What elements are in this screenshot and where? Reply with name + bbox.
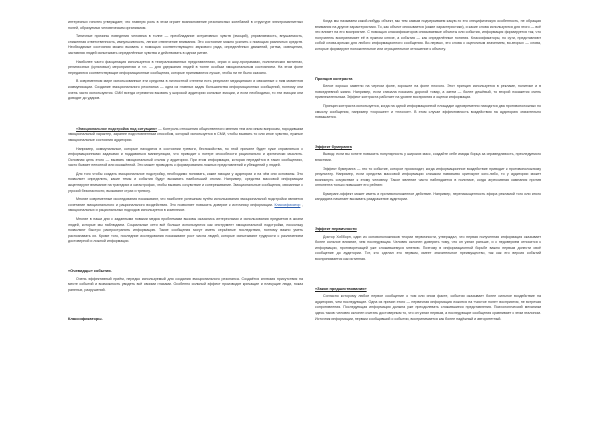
paragraph: Когда мы называем какой-нибудь объект, мы тем самым подчеркиваем какую-то его специфическую особенность, не обращая внимания на другие характеристики. То, как объект описывается (какие характеристики), и какие слова используются для этого — всё это влияет на его восприятие. С помощью классификаторов описываемые объекты или события, информация формируется так, что получатель воспринимает её в нужном ключе, а события — как определённые понятия. Классификаторы, по сути, представляют собой слова-ярлыки для любого информационного сообщения. Во-первых, это слова с оценочным значением, во-вторых — слова, которые формируют положительное или отрицательное отношение к объекту. — [315, 19, 541, 51]
paragraph — [68, 197, 303, 214]
paragraph: интересных гипотез утверждает, что главную роль в этом играет возникновение резонансных колебаний в структуре электромагнитных полей, образуемых человеческим организмом. — [68, 20, 303, 30]
spacer — [315, 124, 541, 138]
section-heading: «Эмоциональное подстройка под ситуацию» — [76, 126, 158, 131]
section-heading: «Очевидцы» события. — [68, 268, 112, 273]
section-intro-text: — Контроль отношения общественного мнения тем или иным вопросам, породившим эмоциональный характер, заранее подготовленным способом, который используется в СМИ, чтобы вызвать то или иное чувство, нужные эмоциональные состояния аудитории. — [68, 126, 303, 142]
paragraph-text: Многие современные исследования показывают, что наиболее успешным путём использования эмоциональной подстройки является сочетание эмоционального и рационального воздействия. Это позволяет повысить доверие к источнику информации. — [68, 197, 303, 207]
section-heading: Эффект бумеранга — [315, 143, 352, 149]
left-column — [68, 20, 303, 325]
section-heading: «Закон предшествования» — [315, 285, 367, 291]
section-heading: Эффект первичности — [315, 226, 357, 232]
paragraph: Белое хорошо заметно на черном фоне, хорошее на фоне плохого. Этот принцип используется в рекламе, политике и в повседневной жизни. Например, если сначала показать дорогой товар, а затем — более дешёвый, то второй покажется очень привлекательным. Эффект контраста работает на уровне восприятия и оценки информации. — [315, 84, 541, 100]
paragraph: Типичные причины поведения человека в толпе — преобладание ситуативных чувств (эмоций), управляемость, внушаемость, сниженная ответственность, импульсивность, легкое отвлечение внимания. Это состояние можно усилить с помощью различных средств. Необходимые состояния можно вызвать с помощью соответствующего звукового ряда, определённых движений, ритма, освещения, заставляя людей испытывать определённые чувства и действовать в одном ритме. — [68, 34, 303, 55]
paragraph: Бумеранг-эффект может иметь и противоположенное действие. Например, перенасыщенность эфира рекламой того или иного кандидата начинает вызывать раздражение аудитории. — [315, 191, 541, 202]
spacer — [315, 206, 541, 220]
paragraph: В современном мире использованные эти средства в личностной степени есть результат медицинских и связанные с ним моментов коммуникации. Создание эмоционального резонанса — одна из главных задач большинства информационных сообщений, поэтому они очень часто используются. СМИ всегда стремятся вызвать у широкой аудитории сильные эмоции, и если необходимо, то эти эмоции они доводят до ударов. — [68, 79, 303, 101]
spacer — [315, 266, 541, 280]
paragraph: Принцип контраста используется, когда на одной информационной площадке одновременно находятся два противоположных по смыслу сообщения, например «хорошее» и «плохое». В этом случае эффективность воздействия на аудиторию значительно повышается. — [315, 103, 541, 120]
spacer — [68, 296, 303, 310]
paragraph: Очень эффективный приём, нередко используемый для создания эмоционального резонанса. Создаётся иллюзия присутствия на месте событий и возможность увидеть всё своими глазами. Особенно сильный эффект производят кричащие и плачущие люди, показ раненых, разрушений. — [68, 276, 303, 292]
section-heading: Принцип контраста — [315, 75, 353, 81]
spacer — [315, 56, 541, 70]
spacer — [68, 105, 303, 127]
right-column — [315, 19, 541, 325]
paragraph: Вывод: если вы хотите повысить популярность у широких масс, создайте себе имидж борца за справедливость, преследуемого властями. — [315, 152, 541, 162]
section-heading: Классификаторы. — [68, 316, 103, 322]
paragraph: Доктор Хобборн, один из основоположников теории первичности, утверждал, что первая полученная информация оказывает более сильное влияние, чем последующая. Человек склонен доверять тому, что он узнал раньше, и с недоверием относится к информации, противоречащей уже сложившемуся мнению. Поэтому в информационной борьбе важно первым донести своё сообщение до аудитории. Тот, кто сделал это первым, имеет значительное преимущество, так как его версия событий воспринимается как истинная. — [315, 234, 541, 262]
paragraph: Эффект бумеранга — это то событие, которое происходит, когда информационное воздействие приводит к противоположному результату. Например, если средства массовой информации слишком навязчиво критикуют кого-либо, то у аудитории может возникнуть сочувствие к этому человеку. Такое явление часто наблюдается в политике, когда агрессивная кампания против оппонента только повышает его рейтинг. — [315, 166, 541, 188]
paragraph: Например, коммунальные, которые находятся в состоянии тревоги, беспокойства, по этой причине будет хуже справляться с информационными задачами и поддаваться манипуляции, что приводит к потере способности рационально и критически мыслить. Основная цель этого — вызвать эмоциональный отклик у аудитории. При этом информация, которая передаётся в таких сообщениях, часто бывает неполной или искажённой. Это может приводить к формированию ложных представлений и убеждений у людей. — [68, 146, 303, 168]
paragraph: Многие в наши дни с заданными новыми медиа проблемами вызовы оказались интересными и использования предметов в жизни людей, которые мы наблюдаем. Социальные сети всё больше используются как инструмент эмоциональной подстройки, поскольку позволяют быстро распространять информацию. Такие сообщения могут иметь серьёзные последствия, поэтому важно уметь распознавать их. Кроме того, последние исследования показывают рост числа людей, которые испытывают трудности с различением достоверной и ложной информации. — [68, 217, 303, 244]
classifier-link[interactable]: Классификатор — [274, 202, 301, 207]
paragraph: Наиболее часто фасцинация используется в театрализованных представлениях, играх и шоу-программах, политических митингах, религиозных (культовых) мероприятиях и т.п. — для удержания людей в толпе особым эмоциональным состоянием. На этом фоне передаются соответствующие информационные сообщения, которые принимаются лучше, чтобы ни не было сказано. — [68, 59, 303, 75]
paragraph: Для того чтобы создать эмоциональное подстройку, необходимо понимать, какие эмоции у аудитории и на чём они основаны. Это позволяет определить, какие темы и события будут вызывать наибольший отклик. Например, средства массовой информации акцентируют внимание на трагедиях и катастрофах, чтобы вызвать сочувствие и сопереживание. Эмоциональные сообщения, связанные с угрозой безопасности, вызывают страх и тревогу. — [68, 171, 303, 193]
paragraph: Согласно которому любое первое сообщение о том или ином факте, событии оказывает более сильное воздействие на аудиторию, чем последующие. Одна из причин этого — первичная информация ложится на «чистое поле» восприятия, не встречая сопротивления. Последующая информация должна уже преодолевать сложившиеся представления. Психологический механизм здесь таков: человек склонен считать достоверным то, что он узнал первым, а последующие сообщения сравнивает с этим эталоном. Источник информации, первым сообщивший о событии, воспринимается как более надёжный и авторитетный. — [315, 294, 541, 321]
section-intro — [68, 127, 303, 144]
paragraph-text: , эмоциональных и рациональных подходов используется в комплексе. — [68, 202, 303, 213]
spacer — [68, 248, 303, 262]
